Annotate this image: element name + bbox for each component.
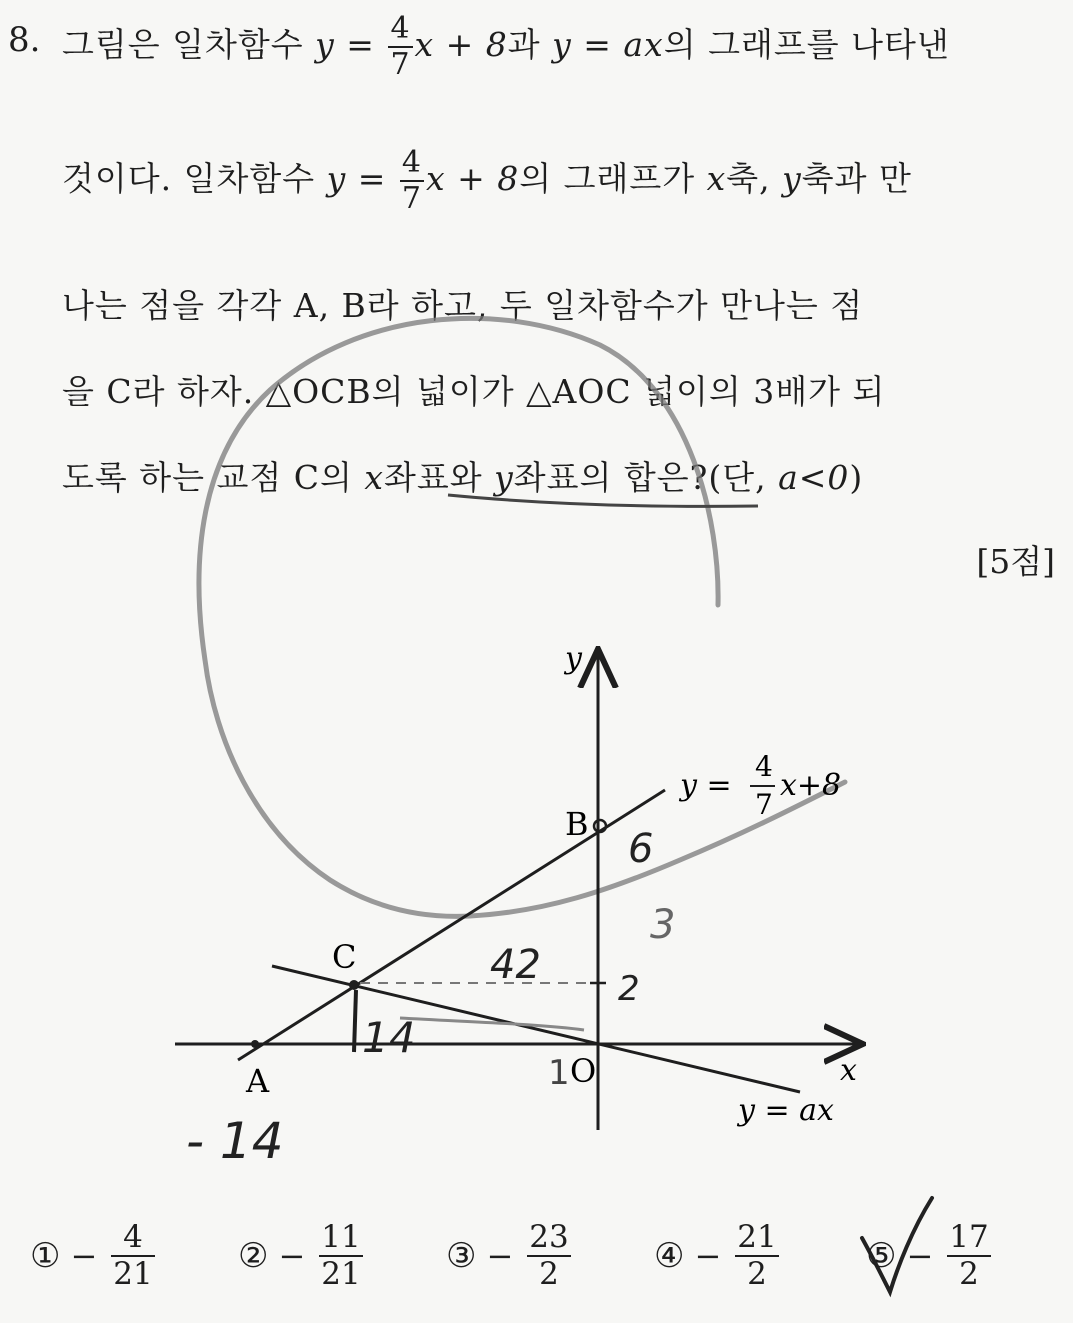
- label-C: C: [332, 938, 357, 976]
- choice-numerator: 17: [949, 1219, 989, 1255]
- text-segment: 것이다. 일차함수: [62, 159, 327, 198]
- handwritten-vertical: [354, 990, 356, 1052]
- choice-sign: −: [70, 1237, 98, 1275]
- label-O: O: [570, 1052, 597, 1090]
- fraction-numerator: 4: [390, 11, 411, 46]
- equation-lhs: y =: [315, 25, 375, 64]
- problem-line-3: 나는 점을 각각 A, B라 하고, 두 일차함수가 만나는 점: [62, 286, 864, 325]
- problem-number: 8.: [8, 20, 41, 60]
- choice-1[interactable]: [30, 1219, 157, 1292]
- label-B: B: [565, 805, 589, 843]
- handwritten-42: 42: [490, 942, 541, 988]
- underline-stroke: [448, 495, 758, 506]
- choice-marker: ①: [30, 1236, 61, 1276]
- fraction-denominator: 7: [401, 181, 423, 216]
- choice-marker: ⑤: [866, 1236, 897, 1276]
- score-label: [5점]: [976, 542, 1055, 581]
- equation-y-ax: y = ax: [552, 25, 664, 64]
- choice-3[interactable]: [446, 1219, 573, 1292]
- condition: a<0: [778, 458, 850, 497]
- fraction-denominator: 7: [390, 47, 411, 82]
- var-y: y: [782, 159, 802, 198]
- text-segment: ): [849, 458, 864, 497]
- choice-fraction: [319, 1219, 362, 1292]
- text-segment: 도록 하는 교점 C의: [62, 458, 365, 497]
- choice-4[interactable]: [654, 1219, 781, 1292]
- choice-sign: −: [906, 1237, 934, 1275]
- choice-5[interactable]: [866, 1219, 993, 1292]
- text-segment: 좌표와: [383, 458, 495, 497]
- text-segment: 그림은 일차함수: [62, 25, 316, 64]
- handwritten-1: 1: [548, 1053, 570, 1093]
- choice-marker: ②: [238, 1236, 269, 1276]
- choice-numerator: 23: [529, 1219, 569, 1255]
- text-segment: 의 그래프가: [519, 159, 707, 198]
- choice-fraction: [111, 1219, 154, 1292]
- choice-sign: −: [694, 1237, 722, 1275]
- choice-numerator: 21: [737, 1219, 777, 1255]
- handwritten-2: 2: [618, 969, 640, 1009]
- var-x: x: [364, 458, 384, 497]
- fraction-numerator: 4: [401, 145, 423, 180]
- text-segment: 과: [507, 25, 553, 64]
- axis-label-x: x: [840, 1053, 857, 1088]
- equation-rhs: x + 8: [414, 25, 508, 64]
- choice-sign: −: [278, 1237, 306, 1275]
- choice-sign: −: [486, 1237, 514, 1275]
- pencil-spiral-stroke: [199, 318, 845, 916]
- choice-marker: ③: [446, 1236, 477, 1276]
- point-A: [251, 1040, 259, 1048]
- equation-lhs: y =: [326, 159, 387, 198]
- handwritten-3: 3: [650, 902, 676, 948]
- choice-numerator: 11: [321, 1219, 361, 1255]
- text-segment: 의 그래프를 나타낸: [663, 25, 950, 64]
- choice-denominator: 2: [959, 1256, 979, 1292]
- choice-2[interactable]: [238, 1219, 365, 1292]
- choice-denominator: 2: [747, 1256, 767, 1292]
- choice-denominator: 21: [113, 1256, 153, 1292]
- answer-choices: [0, 1219, 1073, 1322]
- choice-fraction: [735, 1219, 778, 1292]
- handwritten-14: 14: [362, 1013, 416, 1062]
- line2-eq: y = ax: [738, 1093, 834, 1128]
- axis-label-y: y: [565, 641, 582, 676]
- problem-line-4: 을 C라 하자. △OCB의 넓이가 △AOC 넓이의 3배가 되: [62, 372, 886, 411]
- text-segment: 축,: [726, 159, 783, 198]
- var-x: x: [706, 159, 727, 198]
- choice-denominator: 2: [539, 1256, 559, 1292]
- handwritten-neg-14: - 14: [186, 1112, 284, 1170]
- line1-eq-num: 4: [755, 750, 773, 783]
- handwritten-6: 6: [628, 826, 654, 872]
- line1-eq-den: 7: [755, 788, 773, 821]
- choice-denominator: 21: [321, 1256, 361, 1292]
- text-segment: 좌표의 합은?(단,: [513, 458, 779, 497]
- choice-numerator: 4: [111, 1222, 154, 1257]
- line1-eq-rhs: x+8: [780, 768, 842, 803]
- label-A: A: [246, 1062, 270, 1100]
- line1-eq-lhs: y =: [680, 768, 732, 803]
- var-y: y: [494, 458, 514, 497]
- choice-fraction: [527, 1219, 570, 1292]
- equation-rhs: x + 8: [426, 159, 520, 198]
- text-segment: 축과 만: [801, 159, 912, 198]
- choice-marker: ④: [654, 1236, 685, 1276]
- point-C: [349, 980, 359, 990]
- choice-fraction: [947, 1219, 990, 1292]
